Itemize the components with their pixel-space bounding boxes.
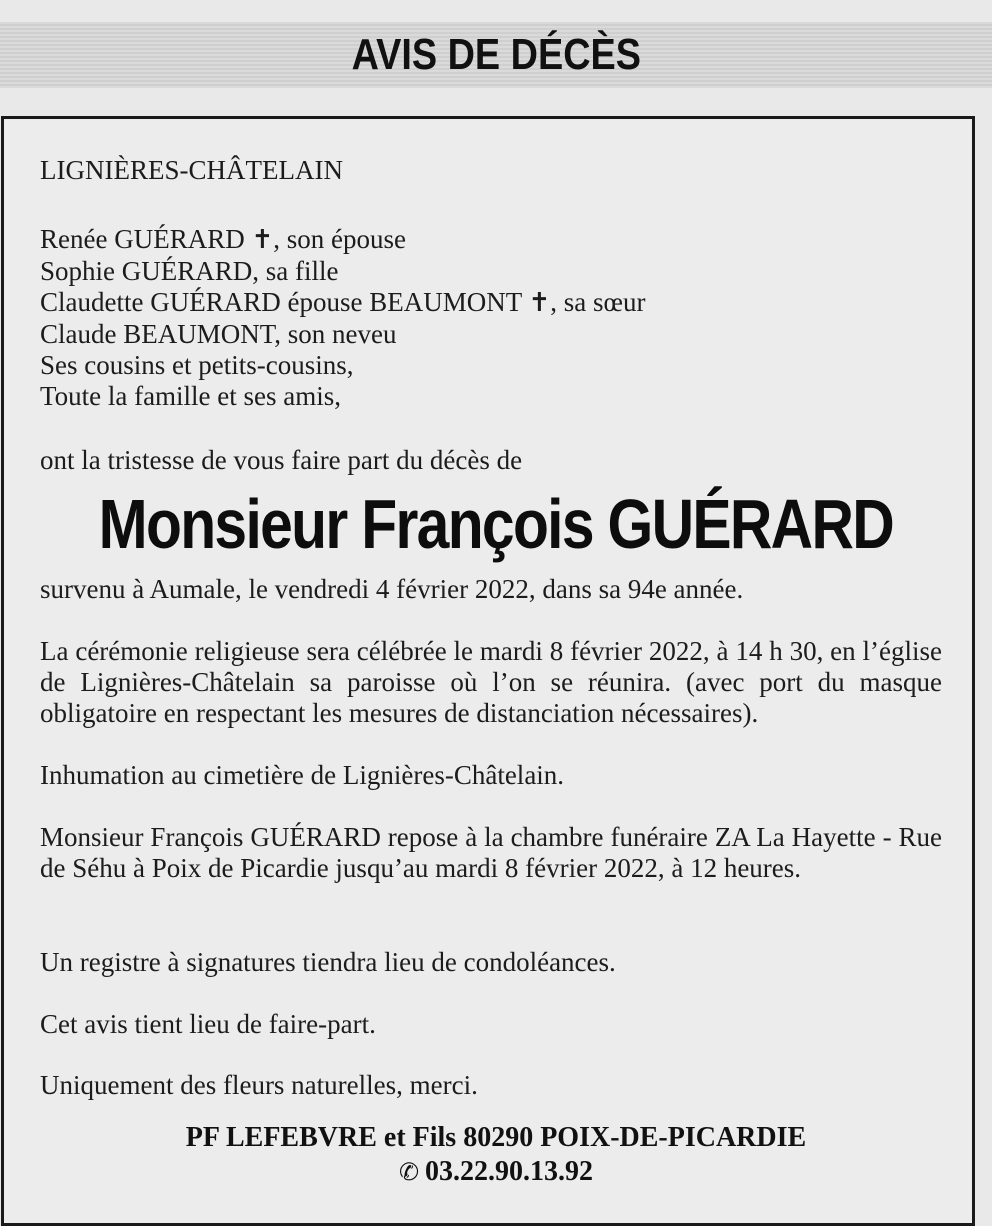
- registry-text: Un registre à signatures tiendra lieu de condoléances.: [40, 947, 616, 977]
- family-member-3: [40, 287, 942, 319]
- family-member-2: Sophie GUÉRARD, sa fille: [40, 256, 339, 286]
- family-list: [40, 224, 942, 412]
- burial-text: Inhumation au cimetière de Lignières-Châtelain.: [40, 760, 565, 790]
- phone-icon: ✆: [398, 1158, 420, 1186]
- death-details: survenu à Aumale, le vendredi 4 février 2022, dans sa 94e année.: [40, 574, 744, 604]
- family-member-relation: , son épouse: [273, 224, 406, 254]
- family-member-6: Toute la famille et ses amis,: [40, 381, 342, 411]
- deceased-name-text: Monsieur François GUÉRARD: [98, 485, 894, 563]
- flowers-text: Uniquement des fleurs naturelles, merci.: [40, 1070, 478, 1100]
- family-member-1: [40, 224, 942, 256]
- cross-icon: ✝: [251, 225, 274, 255]
- family-member-5: Ses cousins et petits-cousins,: [40, 350, 354, 380]
- family-member-name: Claudette GUÉRARD épouse BEAUMONT: [40, 287, 529, 317]
- family-member-4: Claude BEAUMONT, son neveu: [40, 319, 397, 349]
- location: LIGNIÈRES-CHÂTELAIN: [40, 155, 343, 185]
- intro-text: ont la tristesse de vous faire part du décès de: [40, 445, 523, 475]
- ceremony-text: La cérémonie religieuse sera célébrée le mardi 8 février 2022, à 14 h 30, en l’église de Lignières-Châtelain sa paroisse où l’on se réunira. (avec port du masque obligatoire en respectant les mesures de distanciation nécessaires).: [40, 636, 942, 728]
- announcement-text: Cet avis tient lieu de faire-part.: [40, 1009, 376, 1039]
- family-member-name: Renée GUÉRARD: [40, 224, 252, 254]
- deceased-name: [0, 484, 992, 564]
- phone-line: [0, 1155, 992, 1189]
- cross-icon: ✝: [528, 288, 551, 318]
- header-band: [0, 22, 992, 88]
- funeral-home: PF LEFEBVRE et Fils 80290 POIX-DE-PICARDIE: [185, 1122, 807, 1153]
- phone-number: 03.22.90.13.92: [425, 1156, 594, 1187]
- rest-text: Monsieur François GUÉRARD repose à la chambre funéraire ZA La Hayette - Rue de Séhu à Poix de Picardie jusqu’au mardi 8 février 2022, à 12 heures.: [40, 822, 942, 883]
- page-title: AVIS DE DÉCÈS: [351, 30, 641, 79]
- family-member-relation: , sa sœur: [550, 287, 646, 317]
